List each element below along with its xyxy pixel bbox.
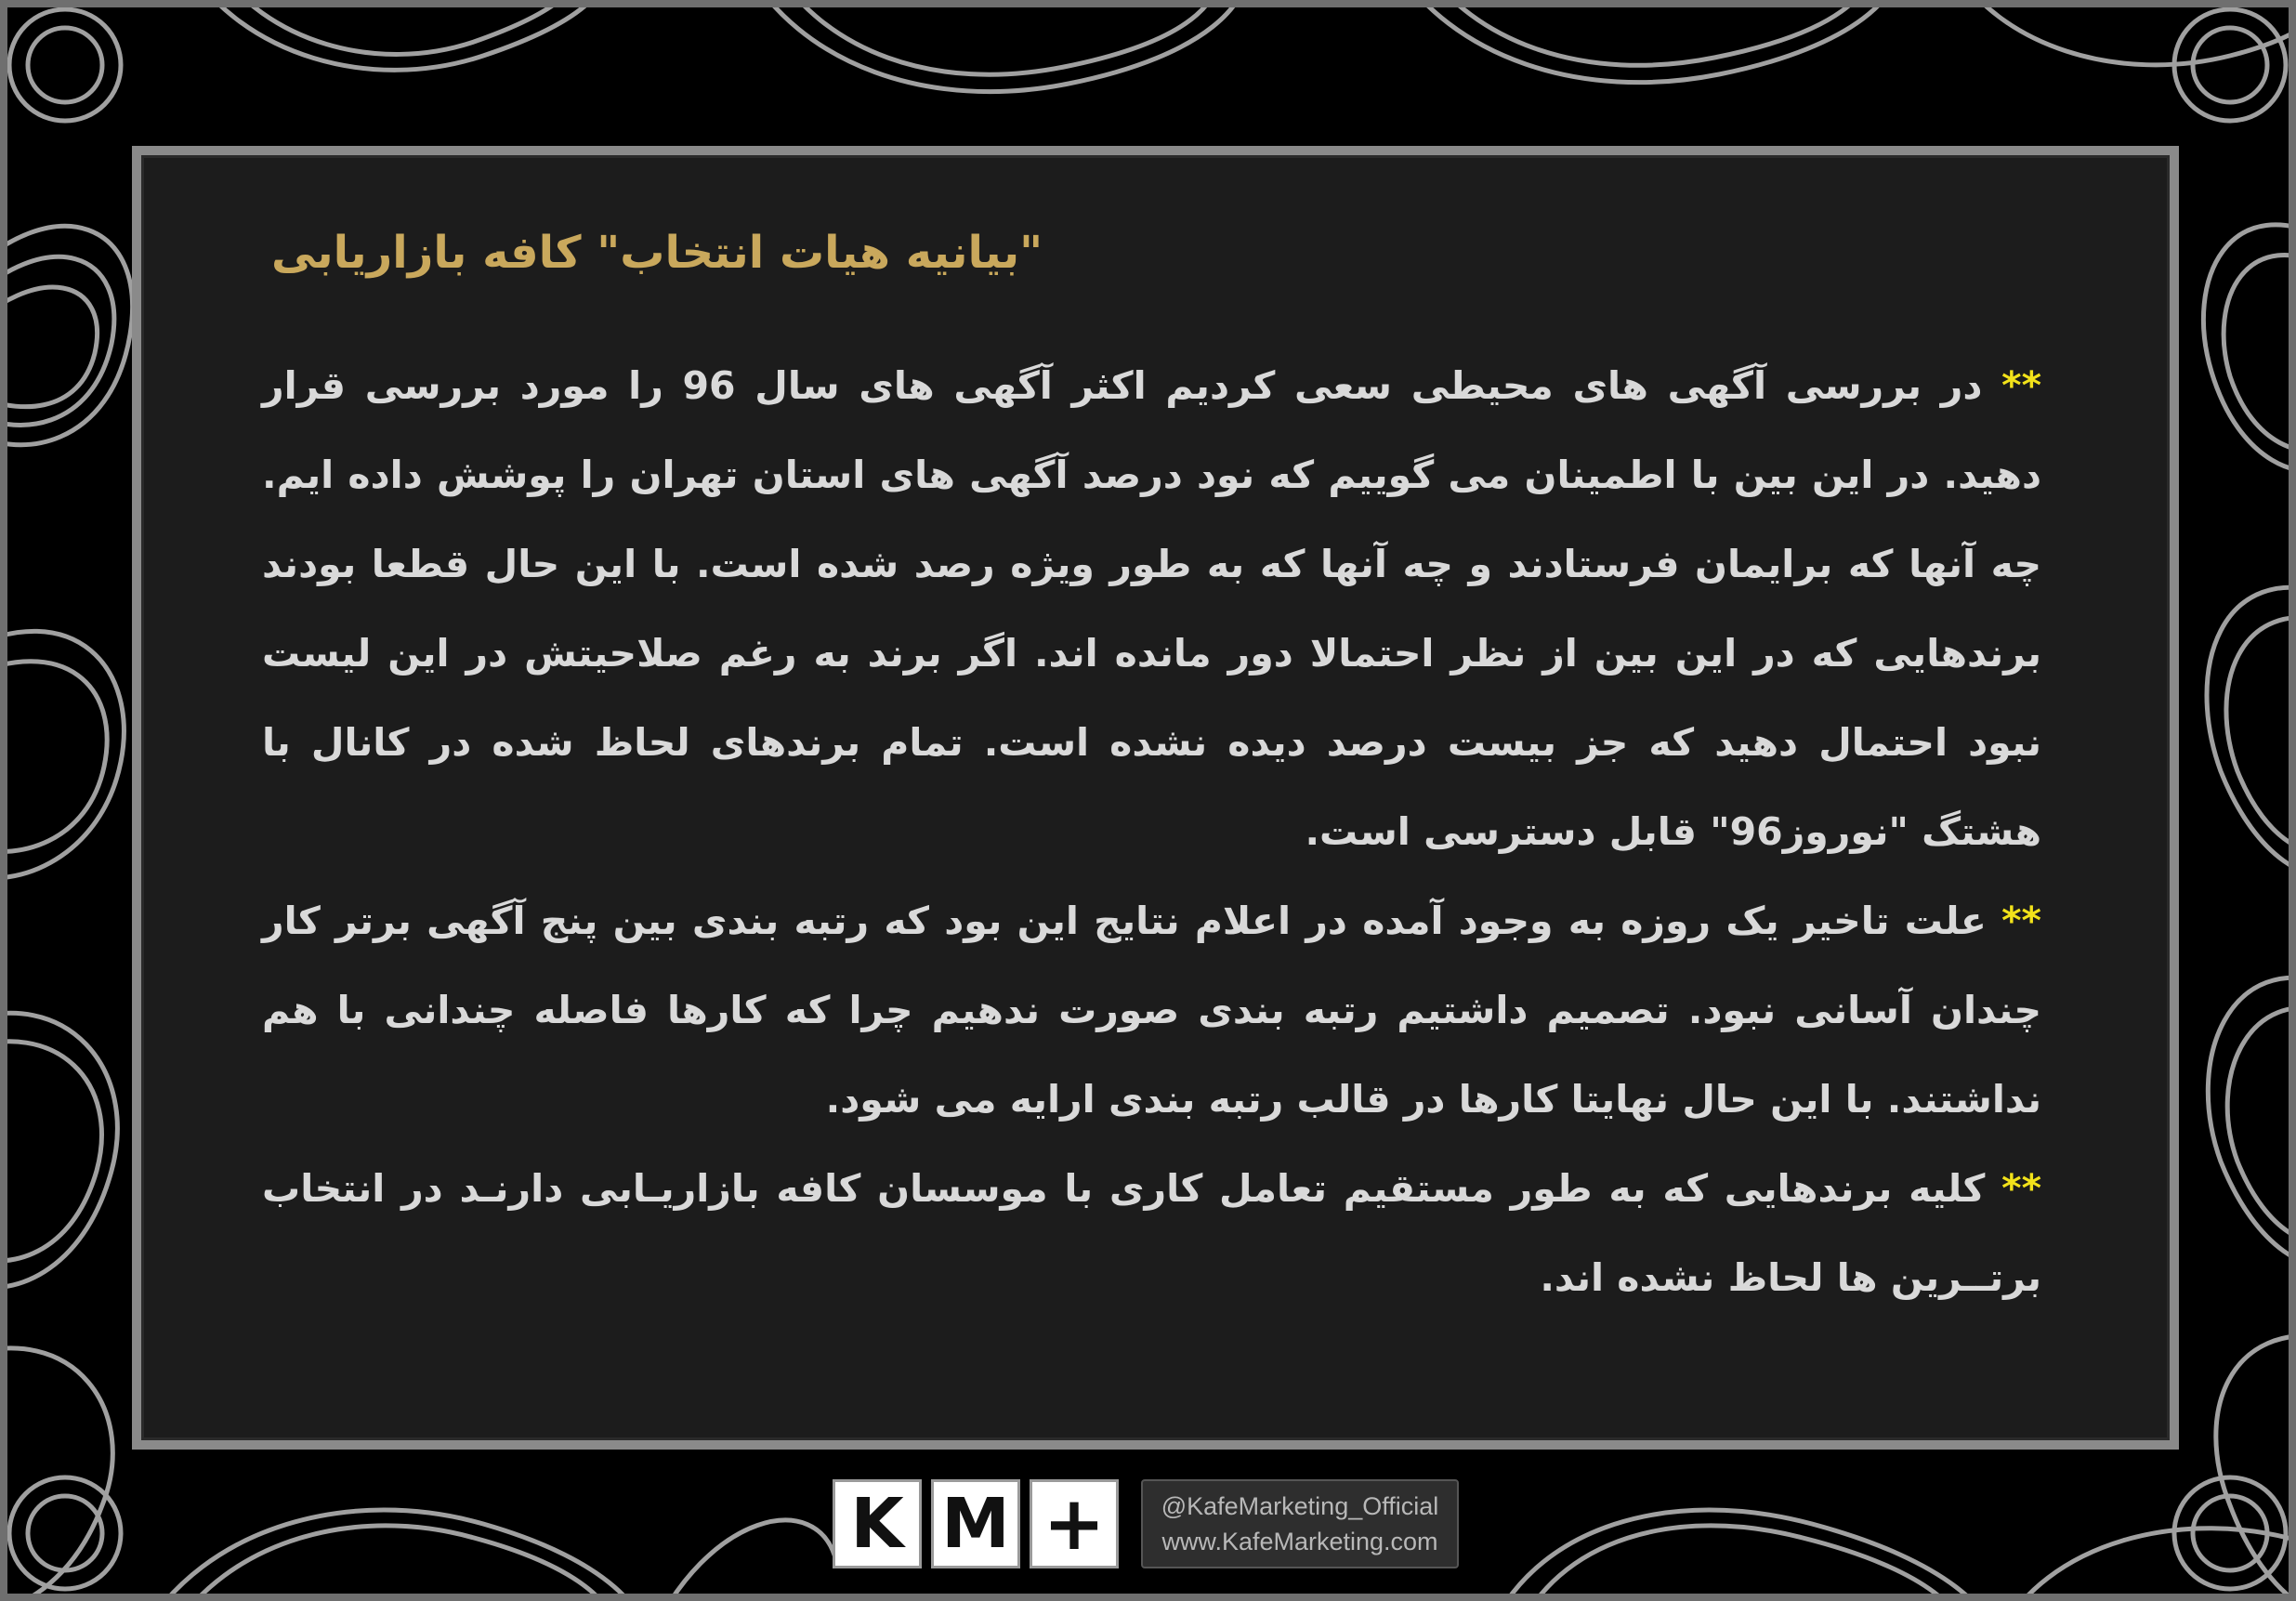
paragraph xyxy=(262,1144,2041,1322)
logo-letter: K xyxy=(850,1484,904,1564)
bullet-stars: ** xyxy=(2001,899,2041,943)
logo-tile-k xyxy=(833,1479,922,1568)
bullet-stars: ** xyxy=(2001,1166,2042,1211)
website-link[interactable]: www.KafeMarketing.com xyxy=(1161,1528,1438,1555)
paragraph xyxy=(262,876,2041,1144)
statement-body xyxy=(262,341,2041,1322)
logo-letter: M xyxy=(941,1484,1010,1564)
footer xyxy=(833,1477,1459,1570)
bullet-stars: ** xyxy=(2001,363,2042,408)
logo-tile-plus xyxy=(1030,1479,1119,1568)
contact-box xyxy=(1141,1479,1459,1568)
logo-plus-icon: + xyxy=(1043,1480,1106,1567)
paragraph xyxy=(262,341,2041,876)
social-handle[interactable]: @KafeMarketing_Official xyxy=(1161,1492,1439,1520)
statement-title: "بیانیه هیات انتخاب" کافه بازاریابی xyxy=(271,227,1043,279)
paragraph-text: در بررسی آگهی های محیطی سعی کردیم اکثر آگهی های سال 96 را مورد بررسی قرار دهید. در این بین با اطمینان می گوییم که نود درصد آگهی های استان تهران را پوشش داده ایم. چه آنها که برایمان فرستادند و چه آنها که به طور ویژه رصد شده است. با این حال قطعا بودند برندهایی که در این بین از نظر احتمالا دور مانده اند. اگر برند به رغم صلاحیتش در این لیست نبود احتمال دهید که جز بیست درصد دیده نشده است. تمام برندهای لحاظ شده در کانال با هشتگ "نوروز96" قابل دسترسی است. xyxy=(262,363,2041,854)
paragraph-text: کلیه برندهایی که به طور مستقیم تعامل کاری با موسسان کافه بازاریـابی دارنـد در انتخاب برتــرین ها لحاظ نشده اند. xyxy=(262,1166,2041,1300)
paragraph-text: علت تاخیر یک روزه به وجود آمده در اعلام نتایج این بود که رتبه بندی بین پنج آگهی برتر کار چندان آسانی نبود. تصمیم داشتیم رتبه بندی صورت ندهیم چرا که کارها فاصله چندانی با هم نداشتند. با این حال نهایتا کارها در قالب رتبه بندی ارایه می شود. xyxy=(262,899,2041,1122)
logo-tile-m xyxy=(931,1479,1020,1568)
content-panel xyxy=(132,146,2179,1450)
